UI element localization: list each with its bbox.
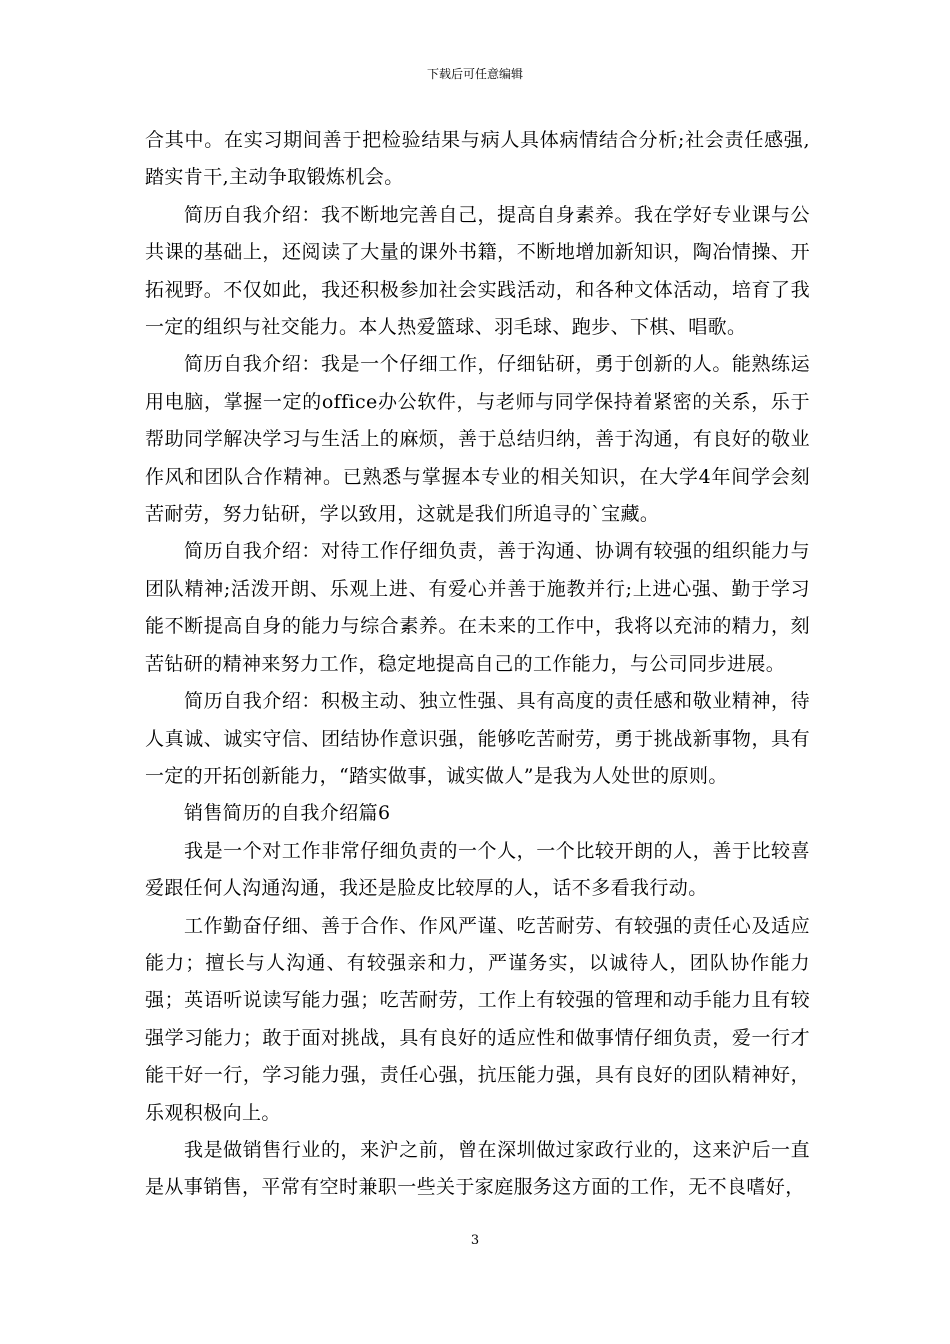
paragraph: 简历自我介绍：我是一个仔细工作，仔细钻研，勇于创新的人。能熟练运用电脑，掌握一定的office办公软件，与老师与同学保持着紧密的关系，乐于帮助同学解决学习与生活上的麻烦，善于总结归纳，善于沟通，有良好的敬业作风和团队合作精神。已熟悉与掌握本专业的相关知识，在大学4年间学会刻苦耐劳，努力钻研，学以致用，这就是我们所追寻的`宝藏。 — [145, 353, 810, 526]
page-number: 3 — [470, 1233, 480, 1248]
paragraph: 简历自我介绍：对待工作仔细负责，善于沟通、协调有较强的组织能力与团队精神;活泼开朗、乐观上进、有爱心并善于施教并行;上进心强、勤于学习能不断提高自身的能力与综合素养。在未来的工作中，我将以充沛的精力，刻苦钻研的精神来努力工作，稳定地提高自己的工作能力，与公司同步进展。 — [145, 540, 810, 675]
page-header-note: 下载后可任意编辑 — [426, 67, 523, 81]
paragraph: 简历自我介绍：积极主动、独立性强、具有高度的责任感和敬业精神，待人真诚、诚实守信、团结协作意识强，能够吃苦耐劳，勇于挑战新事物，具有一定的开拓创新能力，“踏实做事，诚实做人”是我为人处世的原则。 — [145, 690, 810, 787]
paragraph: 工作勤奋仔细、善于合作、作风严谨、吃苦耐劳、有较强的责任心及适应能力；擅长与人沟通、有较强亲和力，严谨务实，以诚待人，团队协作能力强；英语听说读写能力强；吃苦耐劳，工作上有较强的管理和动手能力且有较强学习能力；敢于面对挑战，具有良好的适应性和做事情仔细负责，爱一行才能干好一行，学习能力强，责任心强，抗压能力强，具有良好的团队精神好，乐观积极向上。 — [145, 914, 810, 1124]
paragraph: 合其中。在实习期间善于把检验结果与病人具体病情结合分析;社会责任感强,踏实肯干,主动争取锻炼机会。 — [145, 129, 810, 189]
section-heading: 销售简历的自我介绍篇6 — [184, 802, 391, 825]
paragraph: 我是一个对工作非常仔细负责的一个人，一个比较开朗的人，善于比较喜爱跟任何人沟通沟通，我还是脸皮比较厚的人，话不多看我行动。 — [145, 839, 810, 900]
paragraph: 简历自我介绍：我不断地完善自己，提高自身素养。我在学好专业课与公共课的基础上，还阅读了大量的课外书籍，不断地增加新知识，陶冶情操、开拓视野。不仅如此，我还积极参加社会实践活动，和各种文体活动，培育了我一定的组织与社交能力。本人热爱篮球、羽毛球、跑步、下棋、唱歌。 — [145, 203, 810, 339]
document-body — [145, 122, 810, 1207]
paragraph: 我是做销售行业的，来沪之前，曾在深圳做过家政行业的，这来沪后一直是从事销售，平常有空时兼职一些关于家庭服务这方面的工作，无不良嗜好， — [145, 1138, 810, 1199]
